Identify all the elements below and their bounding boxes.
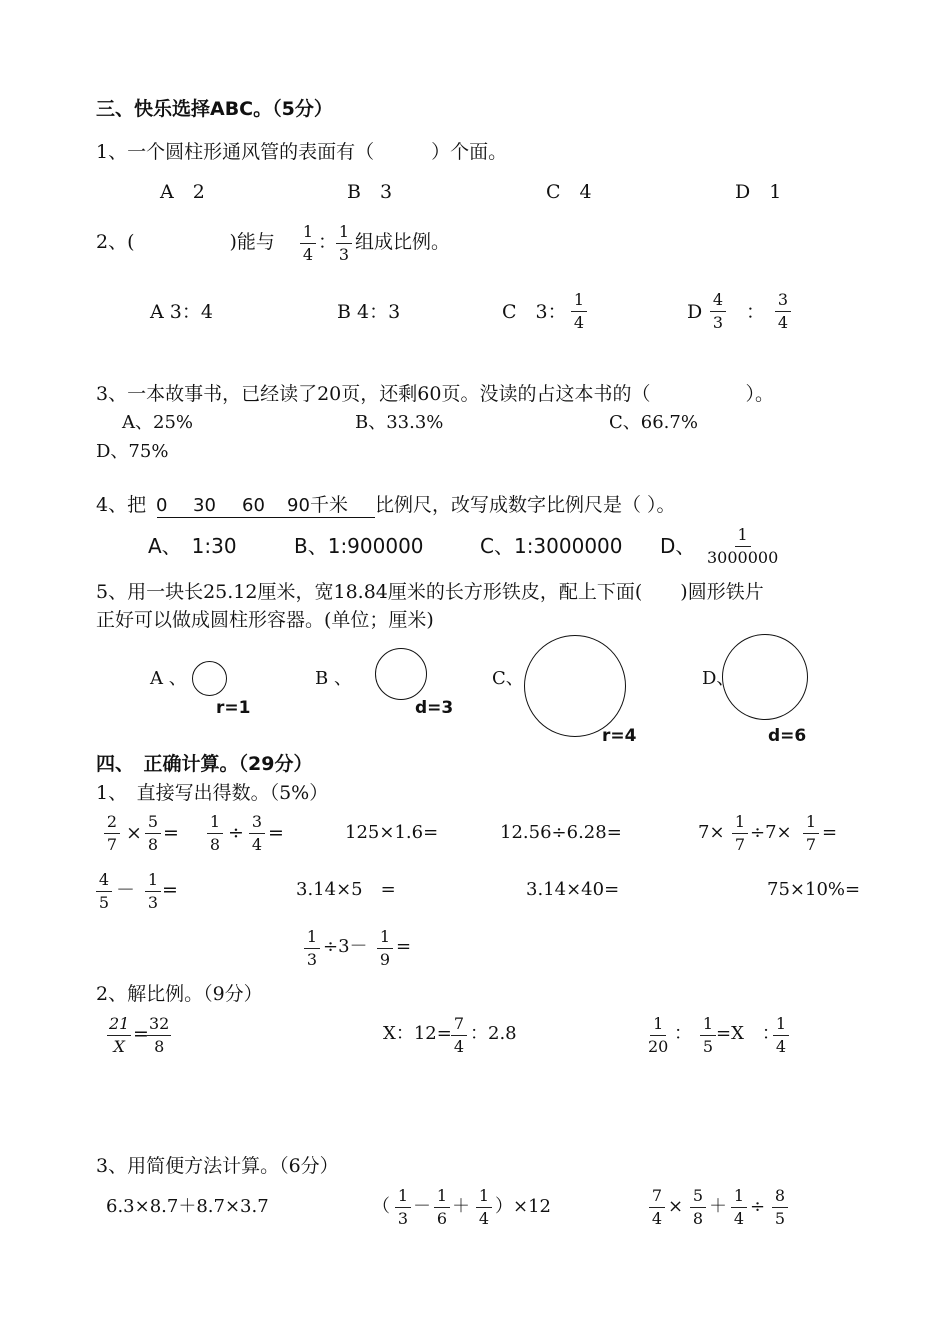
p2-e3-colon: ： [674, 1023, 692, 1044]
p3-e2-open: （ [372, 1196, 390, 1217]
p1-e5-eq: = [822, 822, 838, 843]
q5-option-b-caption: d=3 [415, 698, 454, 718]
fraction-denominator: 3 [338, 245, 350, 264]
p1-e4: 12.56÷6.28= [500, 822, 622, 843]
fraction-numerator: 1 [571, 292, 587, 312]
fraction-numerator: 1 [735, 527, 751, 547]
fraction-denominator: 8 [147, 835, 159, 854]
fraction-denominator: 6 [436, 1209, 448, 1228]
q5-option-d-label: D、 [702, 668, 735, 689]
p3-e3-f1 [649, 1188, 665, 1227]
fraction-denominator: 5 [98, 893, 110, 912]
q4-scale-30: 30 [193, 495, 216, 516]
p1-e1-f1 [104, 814, 120, 853]
fraction-denominator: 4 [251, 835, 263, 854]
p3-e3-divide: ÷ [750, 1196, 766, 1217]
p3-e2-close: ）×12 [495, 1196, 551, 1217]
p2-e3-b: =X ： [716, 1023, 780, 1044]
fraction-numerator: 1 [803, 814, 819, 834]
fraction-numerator: 1 [336, 224, 352, 244]
p3-e3-plus: ＋ [709, 1196, 727, 1217]
fraction-denominator: 7 [805, 835, 817, 854]
q5-option-c-caption: r=4 [602, 726, 637, 746]
fraction-denominator: 4 [775, 1037, 787, 1056]
q4-stem-prefix: 4、把 [96, 494, 147, 516]
fraction-numerator: 7 [649, 1188, 665, 1208]
q3-option-a: A、25% [122, 412, 194, 433]
q5-option-c-circle [524, 635, 626, 737]
q2-option-d: D [687, 301, 703, 323]
q4-scale-0: 0 [156, 495, 168, 516]
q5-option-b-circle [375, 648, 427, 700]
fraction-denominator: 8 [154, 1037, 165, 1056]
p1-e2-op: ÷ [228, 822, 244, 844]
fraction-numerator: 1 [476, 1188, 492, 1208]
p1-title: 1、 直接写出得数。（5%） [96, 782, 329, 804]
p2-e3-f1 [648, 1016, 668, 1055]
q1-option-b: B 3 [347, 181, 393, 203]
p3-e3-f3 [731, 1188, 747, 1227]
q2-option-a: A 3：4 [150, 301, 213, 323]
section4-title: 四、 正确计算。（29分） [96, 753, 313, 775]
q2-colon: ： [318, 231, 338, 253]
fraction-denominator: 9 [379, 950, 391, 969]
fraction-denominator: 5 [702, 1037, 714, 1056]
q2-stem-a: 2、( )能与 [96, 231, 275, 253]
p1-e9: 75×10%= [767, 879, 861, 900]
q2-option-d-fraction1 [710, 292, 726, 331]
q2-ratio-b [336, 224, 352, 263]
fraction-numerator: 1 [395, 1188, 411, 1208]
p1-e10-eq: = [396, 936, 412, 957]
p3-e3-times: × [668, 1196, 684, 1217]
p1-e5-f2 [803, 814, 819, 853]
p1-e10-a: ÷3－ [323, 936, 368, 957]
q4-option-d: D、 [660, 534, 696, 558]
fraction-numerator: 4 [710, 292, 726, 312]
fraction-numerator: 1 [773, 1016, 789, 1036]
q3-option-b: B、33.3% [355, 412, 444, 433]
fraction-numerator: 1 [732, 814, 748, 834]
q5-option-b-label: B 、 [315, 668, 352, 689]
fraction-denominator: 4 [733, 1209, 745, 1228]
p2-e2-b: ：2.8 [470, 1023, 517, 1044]
p3-e2-f1 [395, 1188, 411, 1227]
q4-option-d-fraction [707, 527, 778, 566]
p1-e1-op: × [126, 822, 142, 844]
q2-option-d-colon: ： [746, 301, 766, 323]
fraction-numerator: 7 [451, 1016, 467, 1036]
fraction-numerator: 21 [107, 1016, 131, 1036]
fraction-numerator: 1 [731, 1188, 747, 1208]
q4-option-b: B、1:900000 [294, 534, 424, 558]
p3-e3-f4 [772, 1188, 788, 1227]
q2-option-b: B 4：3 [337, 301, 401, 323]
p1-e8: 3.14×40= [526, 879, 620, 900]
fraction-denominator: 3 [397, 1209, 409, 1228]
p1-e1-f2 [145, 814, 161, 853]
p1-e2-f1 [207, 814, 223, 853]
p2-e1-eq: = [133, 1023, 149, 1045]
fraction-denominator: X [113, 1037, 125, 1056]
q4-scale-60: 60 [242, 495, 265, 516]
q2-option-c-fraction [571, 292, 587, 331]
p3-e3-f2 [690, 1188, 706, 1227]
q4-stem-suffix: 比例尺，改写成数字比例尺是（ ）。 [375, 494, 676, 516]
fraction-numerator: 1 [434, 1188, 450, 1208]
fraction-denominator: 4 [777, 313, 789, 332]
fraction-numerator: 5 [145, 814, 161, 834]
fraction-denominator: 3 [306, 950, 318, 969]
q3-option-d: D、75% [96, 441, 169, 462]
q4-scale-90: 90 [287, 495, 310, 516]
p3-e2-f3 [476, 1188, 492, 1227]
q2-stem-b: 组成比例。 [355, 231, 451, 253]
p2-e2-f1 [451, 1016, 467, 1055]
p2-e1-f2 [147, 1016, 171, 1055]
fraction-denominator: 8 [209, 835, 221, 854]
fraction-denominator: 7 [106, 835, 118, 854]
fraction-numerator: 2 [104, 814, 120, 834]
p1-e10-f2 [377, 929, 393, 968]
fraction-denominator: 3 [712, 313, 724, 332]
p2-e1-f1 [107, 1016, 131, 1055]
p1-e6-f1 [96, 872, 112, 911]
fraction-denominator: 3000000 [707, 548, 779, 567]
p1-e7: 3.14×5 = [296, 879, 396, 900]
q2-option-d-fraction2 [775, 292, 791, 331]
q1-option-a: A 2 [160, 181, 205, 203]
p1-e10-f1 [304, 929, 320, 968]
q5-line2: 正好可以做成圆柱形容器。(单位；厘米) [96, 609, 434, 631]
p2-e3-f2 [700, 1016, 716, 1055]
q2-ratio-a [300, 224, 316, 263]
q4-option-a: A、 1:30 [148, 534, 237, 558]
q5-line1: 5、用一块长25.12厘米，宽18.84厘米的长方形铁皮，配上下面( )圆形铁片 [96, 581, 764, 603]
q5-option-a-label: A 、 [150, 668, 187, 689]
p3-e2-minus: － [413, 1196, 431, 1217]
fraction-numerator: 1 [300, 224, 316, 244]
q5-option-d-caption: d=6 [768, 726, 807, 746]
fraction-denominator: 4 [478, 1209, 490, 1228]
q5-option-d-circle [722, 634, 808, 720]
fraction-denominator: 4 [453, 1037, 465, 1056]
p3-e2-plus: ＋ [452, 1196, 470, 1217]
fraction-numerator: 1 [377, 929, 393, 949]
p1-e2-f2 [249, 814, 265, 853]
p1-e5-b: ÷7× [750, 822, 792, 843]
section3-title: 三、快乐选择ABC。（5分） [96, 98, 333, 120]
fraction-numerator: 1 [145, 872, 161, 892]
fraction-denominator: 3 [147, 893, 159, 912]
q4-scale-line [157, 517, 375, 518]
q1-stem: 1、一个圆柱形通风管的表面有（ ）个面。 [96, 141, 508, 163]
p2-title: 2、解比例。（9分） [96, 983, 263, 1005]
q3-option-c: C、66.7% [609, 412, 698, 433]
q1-option-c: C 4 [546, 181, 592, 203]
q4-option-c: C、1:3000000 [480, 534, 623, 558]
q2-option-c: C 3： [502, 301, 567, 323]
q3-stem: 3、一本故事书，已经读了20页，还剩60页。没读的占这本书的（ ）。 [96, 383, 774, 405]
fraction-numerator: 1 [700, 1016, 716, 1036]
p1-e5-f1 [732, 814, 748, 853]
fraction-numerator: 32 [147, 1016, 171, 1036]
q5-option-a-caption: r=1 [216, 698, 251, 718]
fraction-denominator: 20 [648, 1037, 669, 1056]
p2-e3-f3 [773, 1016, 789, 1055]
fraction-numerator: 1 [650, 1016, 666, 1036]
p3-title: 3、用简便方法计算。（6分） [96, 1155, 339, 1177]
p1-e6-op: － [116, 879, 136, 901]
fraction-denominator: 5 [774, 1209, 786, 1228]
p1-e2-eq: = [268, 822, 284, 844]
q1-option-d: D 1 [735, 181, 782, 203]
q5-option-a-circle [192, 661, 227, 696]
fraction-numerator: 8 [772, 1188, 788, 1208]
q4-scale-unit: 千米 [310, 494, 349, 516]
p3-e2-f2 [434, 1188, 450, 1227]
fraction-numerator: 4 [96, 872, 112, 892]
p1-e1-eq: = [163, 822, 179, 844]
fraction-denominator: 8 [692, 1209, 704, 1228]
fraction-numerator: 1 [304, 929, 320, 949]
p1-e6-eq: = [162, 879, 178, 901]
fraction-denominator: 4 [302, 245, 314, 264]
fraction-denominator: 4 [573, 313, 585, 332]
p1-e5-a: 7× [698, 822, 725, 843]
p1-e3: 125×1.6= [345, 822, 439, 843]
fraction-numerator: 3 [249, 814, 265, 834]
fraction-denominator: 4 [651, 1209, 663, 1228]
fraction-numerator: 1 [207, 814, 223, 834]
p2-e2-a: X：12= [383, 1023, 452, 1044]
p3-e1: 6.3×8.7＋8.7×3.7 [106, 1196, 269, 1217]
fraction-numerator: 5 [690, 1188, 706, 1208]
p1-e6-f2 [145, 872, 161, 911]
fraction-denominator: 7 [734, 835, 746, 854]
fraction-numerator: 3 [775, 292, 791, 312]
q5-option-c-label: C、 [492, 668, 524, 689]
